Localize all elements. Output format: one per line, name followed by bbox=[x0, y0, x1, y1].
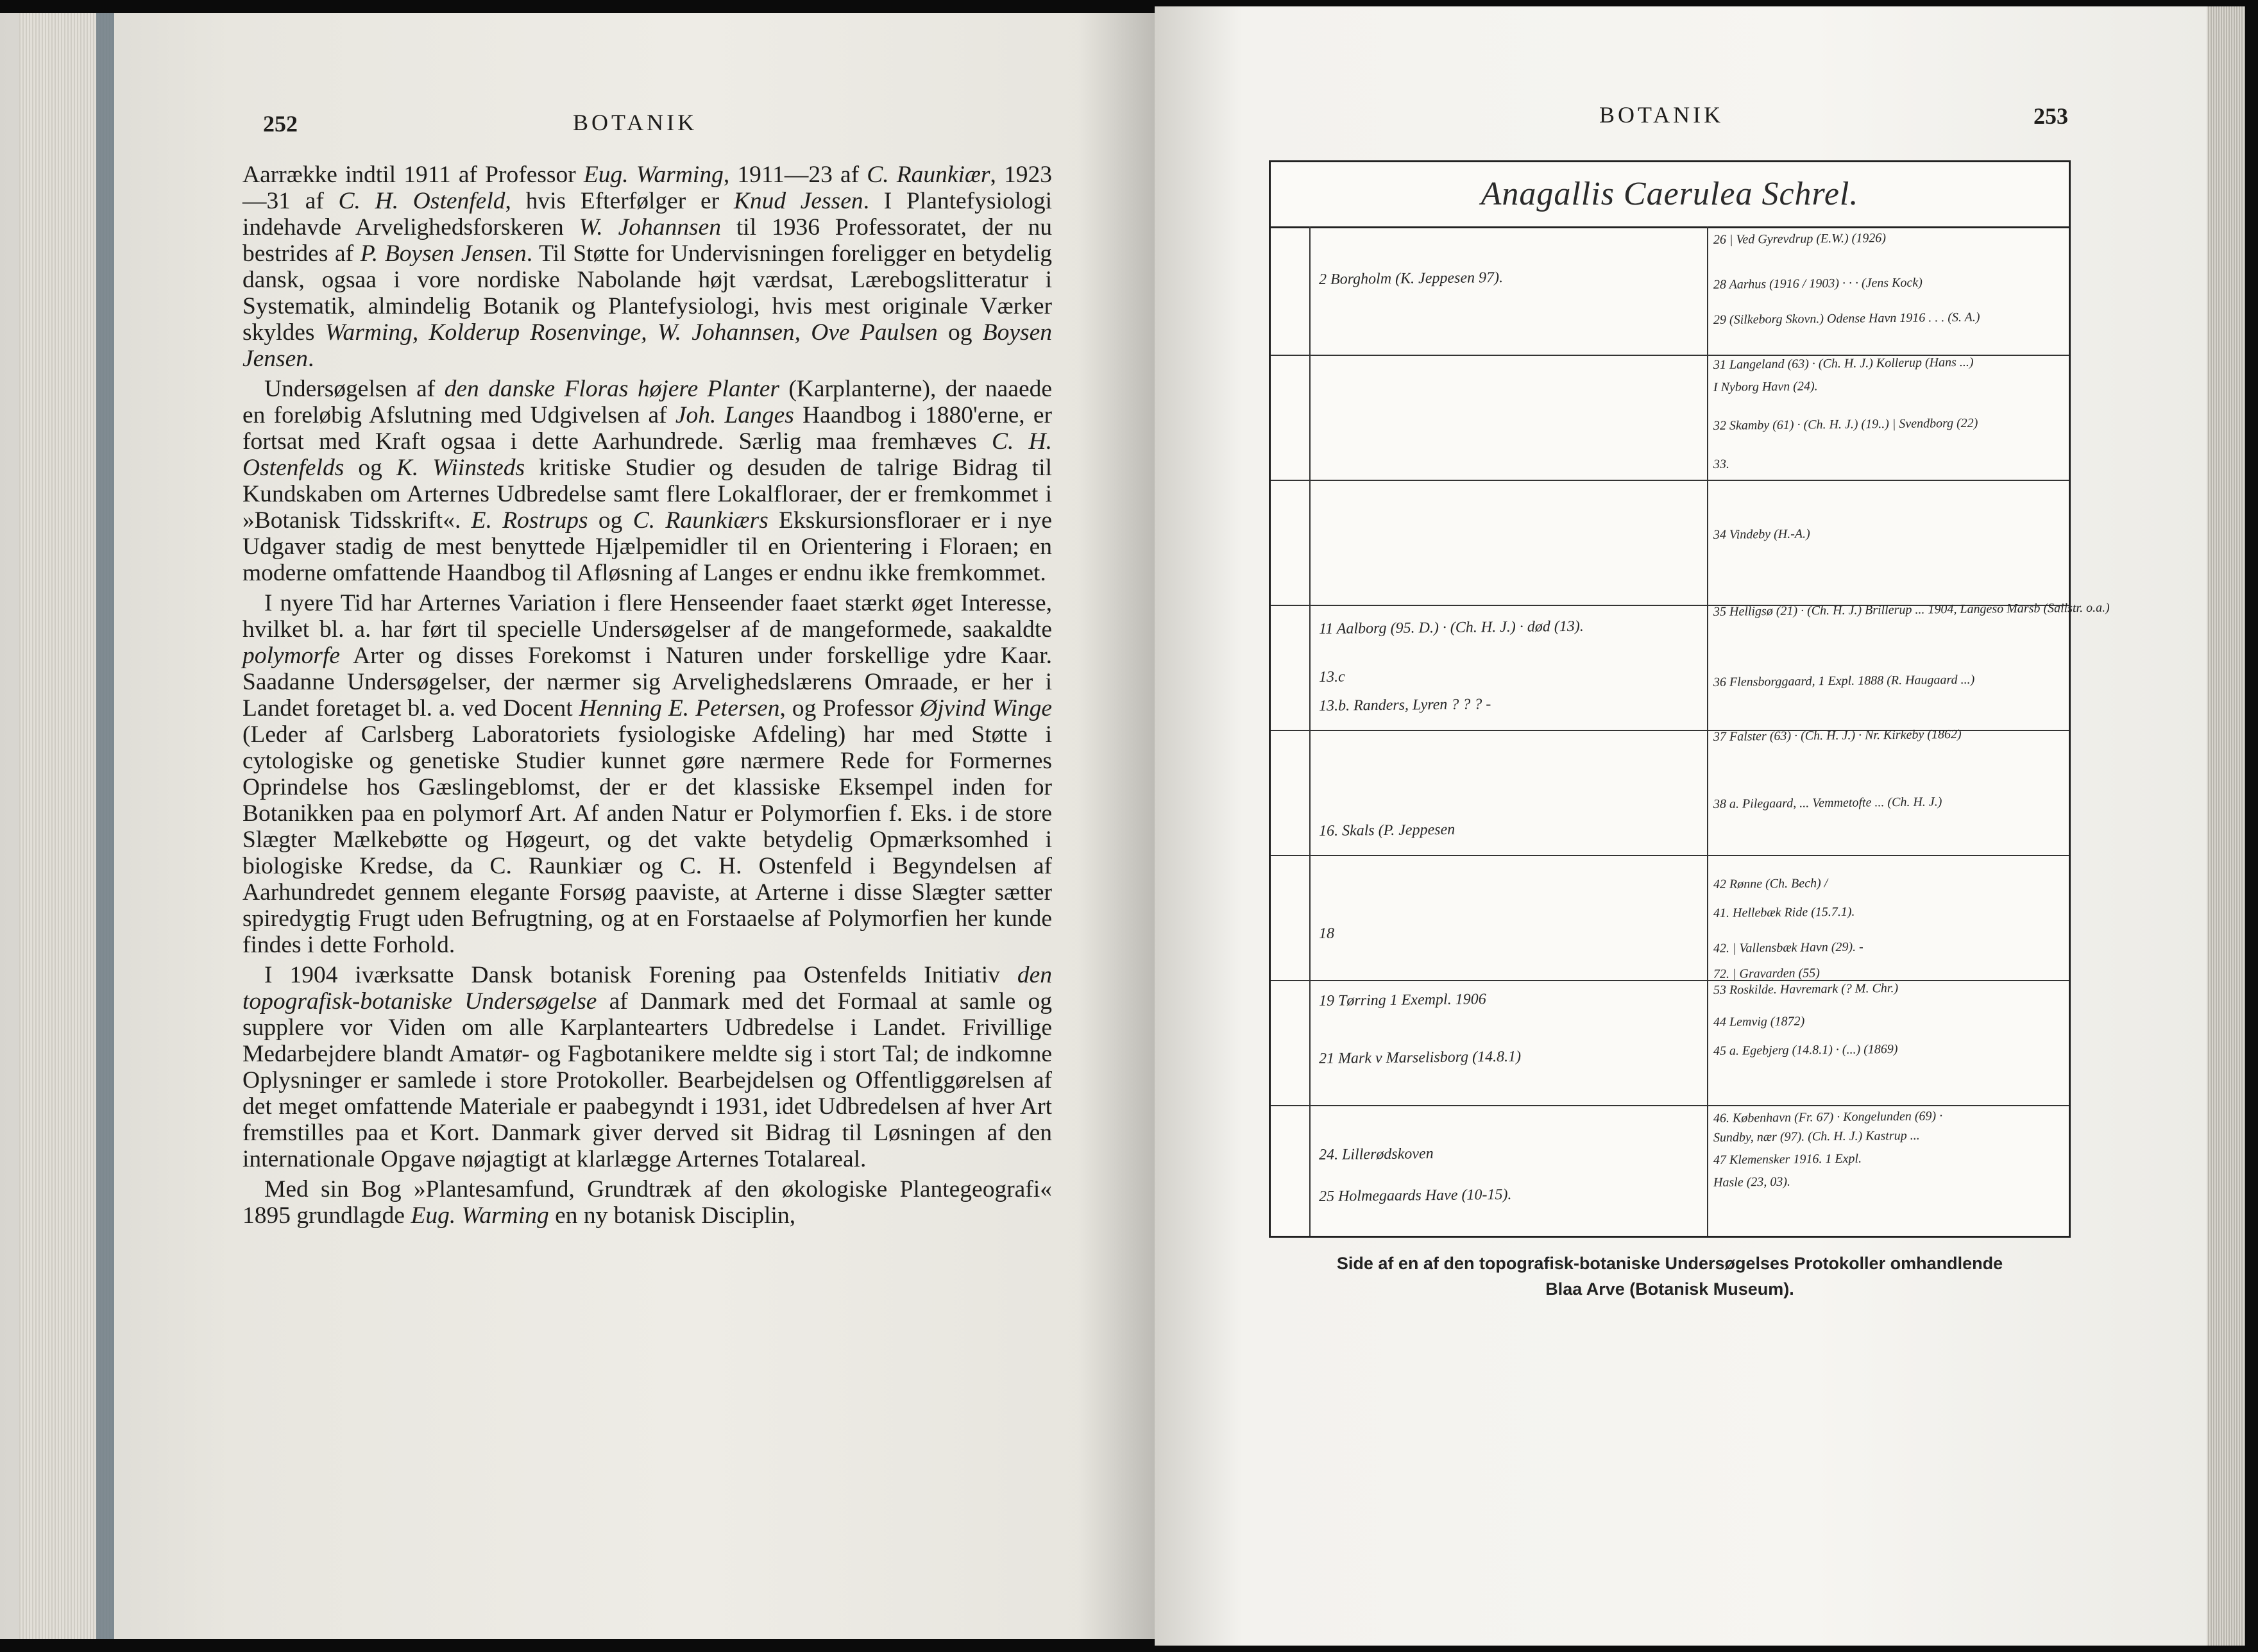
text-run: . I Plantefysiologi indehavde Arvelighedsforskeren bbox=[242, 188, 1052, 240]
protocol-entry-right: 35 Helligsø (21) · (Ch. H. J.) Brillerup ... 1904, Langeso Marsb (Sailstr. o.a.) bbox=[1713, 600, 2110, 619]
figure-caption bbox=[1269, 1251, 2071, 1302]
italic-run: Eug. Warming bbox=[583, 162, 724, 188]
text-run: Aarrække indtil 1911 af Professor bbox=[242, 162, 584, 188]
protocol-entry-right: 46. København (Fr. 67) · Kongelunden (69) · bbox=[1713, 1109, 1943, 1125]
italic-run: polymorfe bbox=[242, 643, 341, 669]
text-run: I 1904 iværksatte Dansk botanisk Forening paa Ostenfelds Initiativ bbox=[264, 962, 1017, 988]
text-run: en ny botanisk Disciplin, bbox=[548, 1202, 796, 1229]
row-rule bbox=[1271, 855, 2069, 856]
left-page-number: 252 bbox=[263, 111, 298, 137]
protocol-entry-left: 13.b. Randers, Lyren ? ? ? - bbox=[1318, 696, 1491, 714]
protocol-entry-right: 53 Roskilde. Havremark (? M. Chr.) bbox=[1713, 981, 1899, 997]
protocol-entry-right: 31 Langeland (63) · (Ch. H. J.) Kollerup (Hans ...) bbox=[1713, 355, 1974, 372]
italic-run: Joh. Langes bbox=[675, 402, 794, 428]
protocol-entry-right: 32 Skamby (61) · (Ch. H. J.) (19..) | Svendborg (22) bbox=[1713, 416, 1978, 433]
background-edge bbox=[2245, 0, 2258, 1652]
caption-line: Side af en af den topografisk-botaniske Undersøgelses Protokoller omhandlende bbox=[1336, 1254, 2003, 1273]
protocol-entry-left: 11 Aalborg (95. D.) · (Ch. H. J.) · død (13). bbox=[1318, 618, 1584, 637]
text-run: kritiske Studier og desuden de talrige Bidrag til Kundskaben om Arternes Udbredelse samt flere Lokalfloraer, der er fremkommet i »Botanisk Tidsskrift«. bbox=[242, 455, 1053, 534]
protocol-entry-left: 18 bbox=[1318, 925, 1335, 942]
text-run: Haandbog i 1880'erne, er fortsat med Kraft ogsaa i dette Aarhundrede. Særlig maa fremhæves bbox=[242, 402, 1052, 455]
italic-run: Knud Jessen bbox=[733, 188, 863, 214]
body-paragraph bbox=[242, 590, 1052, 958]
text-run: af Danmark med det Formaal at samle og supplere vor Viden om alle Karplantearters Udbredelse i Landet. Frivillige Medarbejdere blandt Amatør- og Fagbotanikere meldte sig i stort Tal; de indkomne Oplysninger er samlede i store Protokoller. Bearbejdelsen og Offentliggørelsen af det meget omfattende Materiale er paabegyndt i 1931, idet Udbredelsen af hver Art fremstilles paa et Kort. Danmark giver derved sit Bidrag til Løsningen af den internationale Opgave nøjagtigt at klarlægge Arternes Totalareal. bbox=[242, 988, 1052, 1172]
italic-run: C. H. Ostenfeld bbox=[338, 188, 505, 214]
gutter-shadow bbox=[1078, 13, 1155, 1639]
protocol-entry-right: 34 Vindeby (H.-A.) bbox=[1713, 527, 1810, 542]
text-run: . bbox=[308, 346, 314, 372]
italic-run: Øjvind Winge bbox=[920, 695, 1053, 721]
protocol-entry-right: 42. | Vallensbæk Havn (29). - bbox=[1713, 940, 1863, 956]
right-running-head: BOTANIK bbox=[1599, 102, 1724, 128]
text-run: og bbox=[344, 455, 396, 481]
text-run: I nyere Tid har Arternes Variation i flere Henseender faaet stærkt øget Interesse, hvilket bl. a. har ført til specielle Undersøgelser af de mangeformede, saakaldte bbox=[242, 590, 1052, 643]
italic-run: den topografisk-botaniske Undersøgelse bbox=[242, 962, 1052, 1015]
italic-run: Warming, Kolderup Rosenvinge, W. Johannsen, Ove Paulsen bbox=[325, 319, 938, 346]
text-run: , og Professor bbox=[779, 695, 921, 721]
text-run: og bbox=[937, 319, 983, 346]
italic-run: Eug. Warming bbox=[411, 1202, 549, 1229]
text-run: (Karplanterne), der naaede en foreløbig Afslutning med Udgivelsen af bbox=[242, 376, 1052, 428]
body-paragraph bbox=[242, 962, 1052, 1172]
italic-run: den danske Floras højere Planter bbox=[444, 376, 780, 402]
text-run: og bbox=[588, 507, 633, 534]
protocol-entry-right: 26 | Ved Gyrevdrup (E.W.) (1926) bbox=[1713, 231, 1887, 247]
protocol-entry-right: I Nyborg Havn (24). bbox=[1713, 379, 1818, 394]
row-rule bbox=[1271, 480, 2069, 481]
text-run: Ekskursionsfloraer er i nye Udgaver stadig de mest benyttede Hjælpemidler til en Orientering i Floraen; en moderne omfattende Haandbog til Afløsning af Langes er endnu ikke fremkommet. bbox=[242, 507, 1052, 586]
italic-run: P. Boysen Jensen bbox=[360, 240, 527, 267]
protocol-entry-right: 41. Hellebæk Ride (15.7.1). bbox=[1713, 904, 1855, 920]
italic-run: Boysen Jensen bbox=[242, 319, 1052, 372]
page-edge-shadow bbox=[96, 13, 114, 1639]
protocol-entry-right: Sundby, nær (97). (Ch. H. J.) Kastrup ... bbox=[1713, 1128, 1920, 1145]
protocol-entry-right: 44 Lemvig (1872) bbox=[1713, 1014, 1805, 1029]
protocol-entry-left: 25 Holmegaards Have (10-15). bbox=[1318, 1186, 1512, 1205]
protocol-entry-left: 24. Lillerødskoven bbox=[1318, 1145, 1434, 1163]
italic-run: C. H. Ostenfelds bbox=[242, 428, 1052, 481]
italic-run: K. Wiinsteds bbox=[396, 455, 525, 481]
italic-run: C. Raunkiærs bbox=[632, 507, 768, 534]
italic-run: Henning E. Petersen bbox=[579, 695, 780, 721]
page-edges-right bbox=[2207, 6, 2245, 1646]
italic-run: W. Johannsen bbox=[579, 214, 722, 240]
text-run: , hvis Efterfølger er bbox=[505, 188, 734, 214]
text-run: Undersøgelsen af bbox=[264, 376, 445, 402]
protocol-entry-right: 29 (Silkeborg Skovn.) Odense Havn 1916 . . . (S. A.) bbox=[1713, 310, 1980, 327]
text-run: til 1936 Professoratet, der nu bestrides af bbox=[242, 214, 1053, 267]
margin-rule bbox=[1309, 226, 1311, 1236]
protocol-entry-right: 72. | Gravarden (55) bbox=[1713, 966, 1820, 981]
body-paragraph bbox=[242, 162, 1052, 372]
text-run: (Leder af Carlsberg Laboratoriets fysiologiske Afdeling) har med Støtte i cytologiske og genetiske Studier kunnet gøre nærmere Rede for Formernes Oprindelse hos Gæslingeblomst, der er det klassiske Eksempel inden for Botanikken paa en polymorf Art. Af anden Natur er Polymorfien f. Eks. i de store Slægter Mælkebøtte og Høgeurt, og det vakte betydelig Opmærksomhed i biologiske Kredse, da C. Raunkiær og C. H. Ostenfeld i Begyndelsen af Aarhundredet gennem elegante Forsøg paaviste, at Arterne i disse Slægter sætter spiredygtig Frugt uden Befrugtning, og at en Forstaaelse af Polymorfien her kunde findes i dette Forhold. bbox=[242, 721, 1052, 958]
species-title: Anagallis Caerulea Schrel. bbox=[1271, 162, 2069, 228]
protocol-entry-right: 28 Aarhus (1916 / 1903) · · · (Jens Kock) bbox=[1713, 275, 1923, 292]
row-rule bbox=[1271, 980, 2069, 981]
text-run: . Til Støtte for Undervisningen foreligger en betydelig dansk, ogsaa i vore nordiske Nabolande højt værdsat, Lærebogslitteratur i Systematik, almindelig Botanik og Plantefysiologi, hvis mest originale Værker skyldes bbox=[242, 240, 1053, 346]
italic-run: E. Rostrups bbox=[471, 507, 588, 534]
protocol-entry-left: 21 Mark v Marselisborg (14.8.1) bbox=[1318, 1048, 1522, 1067]
protocol-entry-right: Hasle (23, 03). bbox=[1713, 1174, 1791, 1190]
left-body-text bbox=[242, 162, 1052, 1229]
protocol-entry-right: 45 a. Egebjerg (14.8.1) · (...) (1869) bbox=[1713, 1041, 1898, 1058]
body-paragraph bbox=[242, 376, 1052, 586]
protocol-entry-right: 38 a. Pilegaard, ... Vemmetofte ... (Ch. H. J.) bbox=[1713, 795, 1942, 811]
italic-run: C. Raunkiær bbox=[867, 162, 990, 188]
body-paragraph bbox=[242, 1176, 1052, 1229]
protocol-entry-right: 33. bbox=[1713, 457, 1730, 471]
column-divider bbox=[1707, 226, 1708, 1236]
right-page-number: 253 bbox=[2033, 103, 2068, 129]
row-rule bbox=[1271, 1105, 2069, 1106]
caption-line: Blaa Arve (Botanisk Museum). bbox=[1545, 1279, 1794, 1299]
text-run: , 1911—23 af bbox=[723, 162, 867, 188]
protocol-entry-left: 2 Borgholm (K. Jeppesen 97). bbox=[1318, 269, 1504, 288]
protocol-entry-right: 36 Flensborggaard, 1 Expl. 1888 (R. Haugaard ...) bbox=[1713, 672, 1975, 689]
protocol-entry-left: 16. Skals (P. Jeppesen bbox=[1318, 821, 1456, 839]
text-run: Med sin Bog »Plantesamfund, Grundtræk af den økologiske Plantegeografi« 1895 grundlagde bbox=[242, 1176, 1052, 1229]
protocol-entry-right: 37 Falster (63) · (Ch. H. J.) · Nr. Kirkeby (1862) bbox=[1713, 727, 1962, 744]
protocol-entry-left: 13.c bbox=[1318, 668, 1345, 686]
protocol-entry-right: 42 Rønne (Ch. Bech) / bbox=[1713, 876, 1828, 891]
text-run: , 1923—31 af bbox=[242, 162, 1052, 214]
protocol-entry-left: 19 Tørring 1 Exempl. 1906 bbox=[1318, 991, 1486, 1009]
text-run: Arter og disses Forekomst i Naturen under forskellige ydre Kaar. Saadanne Undersøgelser, der nærmer sig Arvelighedslærens Omraade, er her i Landet foretaget bl. a. ved Docent bbox=[242, 643, 1052, 721]
protocol-sheet bbox=[1269, 160, 2110, 1238]
protocol-entry-right: 47 Klemensker 1916. 1 Expl. bbox=[1713, 1151, 1862, 1167]
left-running-head: BOTANIK bbox=[573, 110, 698, 135]
